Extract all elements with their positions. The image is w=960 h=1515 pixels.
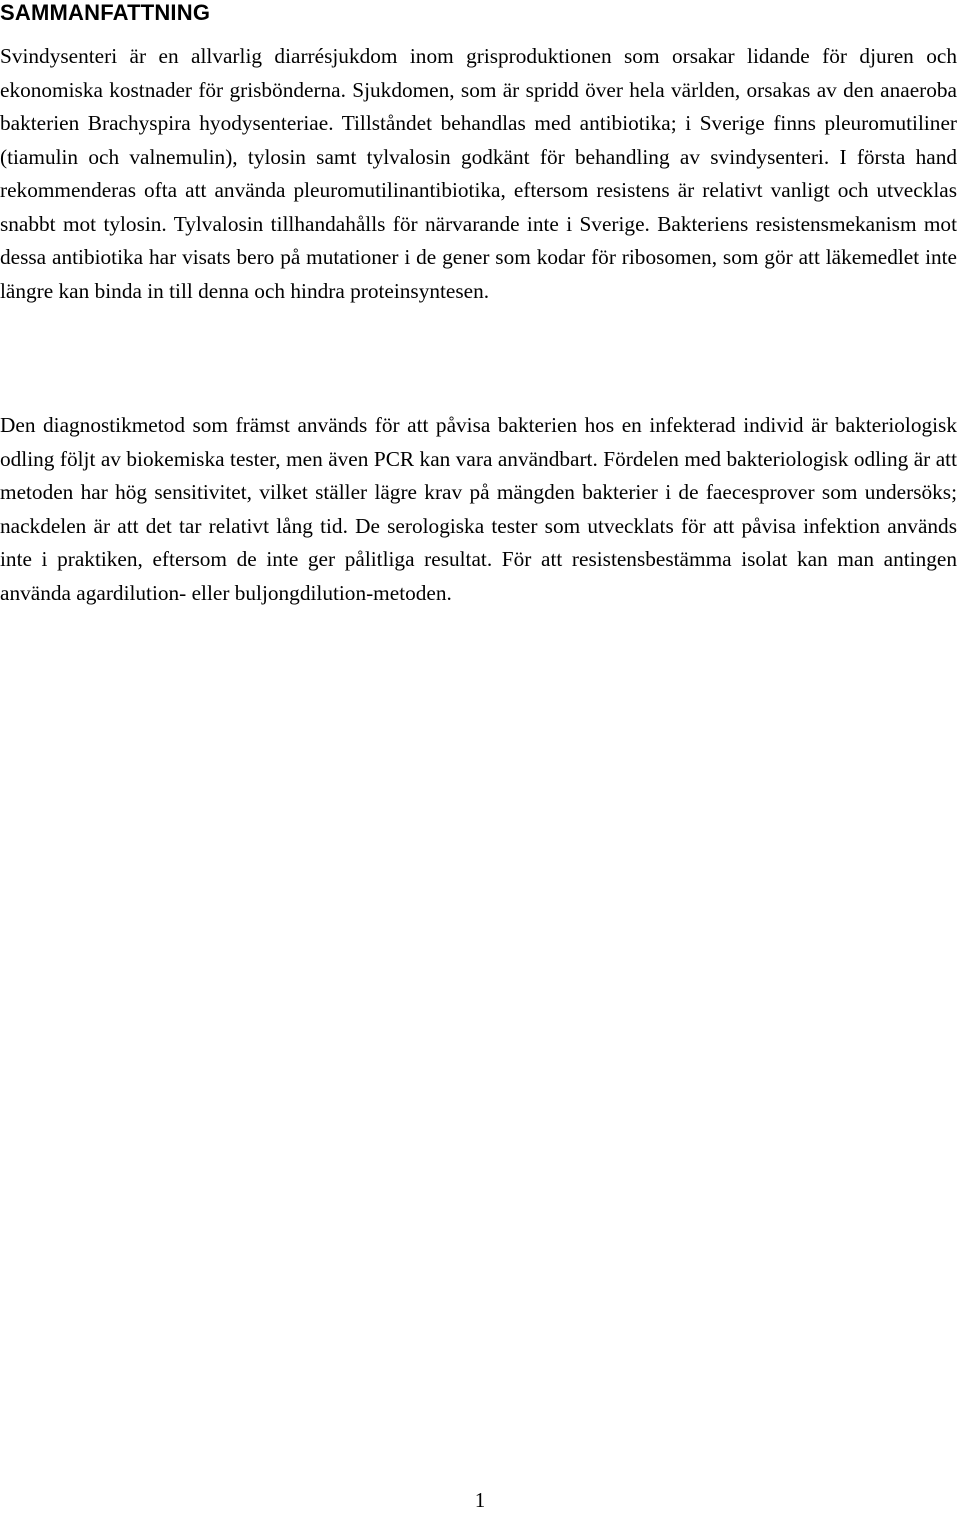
summary-paragraph-1: Svindysenteri är en allvarlig diarrésjukdom inom grisproduktionen som orsakar lidande för djuren och ekonomiska kostnader för grisbönderna. Sjukdomen, som är spridd över hela världen, orsakas av den anaeroba bakterien Brachyspira hyodysenteriae. Tillståndet behandlas med antibiotika; i Sverige finns pleuromutiliner (tiamulin och valnemulin), tylosin samt tylvalosin godkänt för behandling av svindysenteri. I första hand rekommenderas ofta att använda pleuromutilinantibiotika, eftersom resistens är relativt vanligt och utvecklas snabbt mot tylosin. Tylvalosin tillhandahålls för närvarande inte i Sverige. Bakteriens resistensmekanism mot dessa antibiotika har visats bero på mutationer i de gener som kodar för ribosomen, som gör att läkemedlet inte längre kan binda in till denna och hindra proteinsyntesen. bbox=[0, 44, 957, 303]
page-number: 1 bbox=[474, 1488, 486, 1512]
summary-paragraph-2: Den diagnostikmetod som främst används för att påvisa bakterien hos en infekterad individ är bakteriologisk odling följt av biokemiska tester, men även PCR kan vara användbart. Fördelen med bakteriologisk odling är att metoden har hög sensitivitet, vilket ställer lägre krav på mängden bakterier i de faecesprover som undersöks; nackdelen är att det tar relativt lång tid. De serologiska tester som utvecklats för att påvisa infektion används inte i praktiken, eftersom de inte ger pålitliga resultat. För att resistensbestämma isolat kan man antingen använda agardilution- eller buljongdilution-metoden. bbox=[0, 413, 957, 605]
section-heading: SAMMANFATTNING bbox=[0, 0, 211, 25]
